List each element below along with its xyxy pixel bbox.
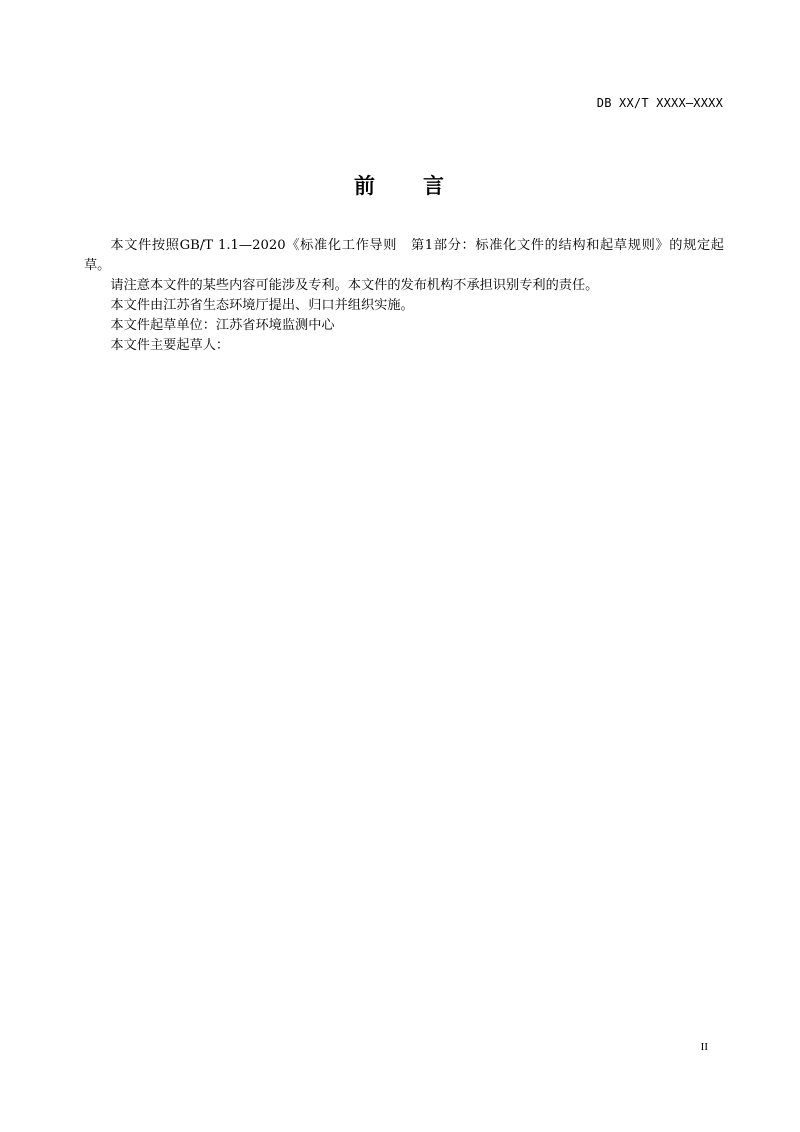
paragraph-drafting-rules: 本文件按照GB/T 1.1—2020《标准化工作导则 第1部分：标准化文件的结构和起草规则》的规定起草。 bbox=[84, 238, 724, 273]
page-number: II bbox=[700, 1041, 708, 1053]
page-title: 前 言 bbox=[354, 174, 446, 198]
foreword-body bbox=[84, 236, 724, 356]
document-code-header: DB XX/T XXXX—XXXX bbox=[596, 96, 723, 110]
paragraph-drafting-unit: 本文件起草单位：江苏省环境监测中心 bbox=[110, 318, 335, 333]
paragraph-proposer: 本文件由江苏省生态环境厅提出、归口并组织实施。 bbox=[110, 298, 414, 313]
paragraph-main-drafters: 本文件主要起草人： bbox=[110, 338, 230, 353]
paragraph-patent-notice: 请注意本文件的某些内容可能涉及专利。本文件的发布机构不承担识别专利的责任。 bbox=[110, 278, 599, 293]
